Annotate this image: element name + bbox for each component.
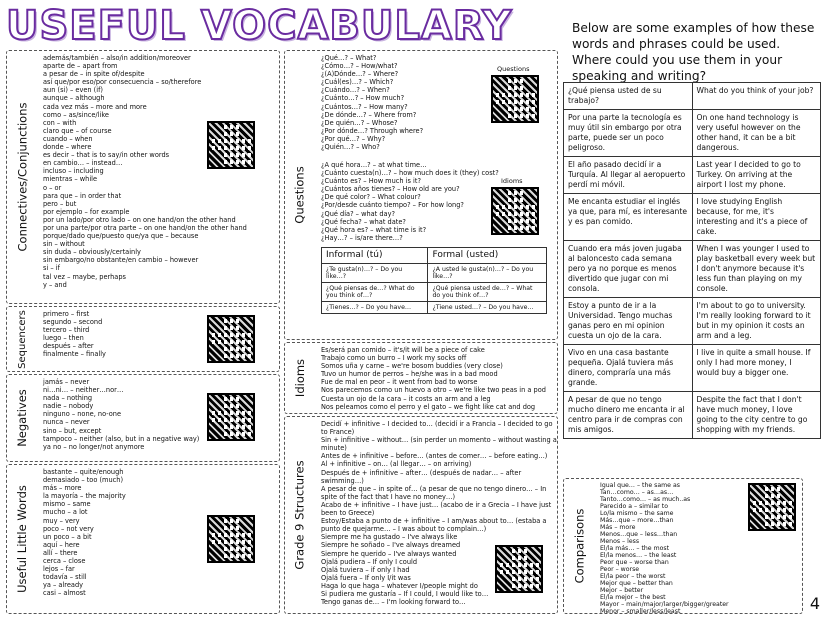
list-item: sino – but, except: [43, 426, 102, 435]
qr-code: [207, 393, 255, 441]
list-item: para que – in order that: [43, 191, 122, 200]
list-item: nada – nothing: [43, 394, 93, 403]
list-item: spite of the fact that I have no money…): [321, 492, 456, 501]
list-item: sin embargo/no obstante/en cambio – however: [43, 256, 199, 265]
qr-label-questions: Questions: [497, 65, 530, 73]
grade9-panel: [284, 416, 558, 614]
list-item: Menor – smaller/less/least: [600, 608, 681, 615]
list-item: Mejor que – better than: [600, 580, 673, 587]
list-item: ¿Hay…? – is/are there…?: [321, 233, 403, 242]
list-item: ¿Cuándo…? – When?: [321, 86, 390, 95]
list-item: El/la mejor – the best: [600, 594, 666, 601]
example-row: A pesar de que no tengo mucho dinero me encanta ir al centro para ir de compras con mis amigos. Despite the fact that I don't have much money, I love going to the city centre to go shopping with my friends.: [564, 392, 821, 439]
list-item: ¿Cómo…? – How/what?: [321, 62, 398, 71]
page-number: 4: [809, 594, 820, 613]
list-item: Lo/la mismo – the same: [600, 510, 674, 517]
list-item: allí – there: [43, 548, 78, 557]
list-item: ¿Qué fecha? – what date?: [321, 217, 406, 226]
list-item: Tengo ganas de… – I'm looking forward to…: [321, 598, 466, 607]
little-words-panel: [6, 464, 280, 614]
comparisons-label: Comparisons: [572, 508, 587, 584]
list-item: incluso – including: [43, 167, 104, 176]
list-item: con – with: [43, 118, 77, 127]
list-item: o – or: [43, 183, 62, 192]
list-item: ¿Por dónde…? Through where?: [321, 126, 424, 135]
tu-header: Informal (tú): [322, 248, 428, 264]
list-item: Es/será pan comido – it's/it will be a piece of cake: [321, 346, 485, 354]
questions-label: Questions: [293, 166, 307, 224]
list-item: ¿Qué…? – What?: [321, 54, 377, 62]
usted-header: Formal (usted): [428, 248, 547, 264]
list-item: punto de quejarme… – I was about to complain…): [321, 525, 487, 534]
list-item: lejos – far: [43, 565, 75, 574]
list-item: aparte de – apart from: [43, 62, 118, 71]
idioms-label: Idioms: [293, 358, 307, 398]
list-item: ¿(A)Dónde…? – Where?: [321, 70, 399, 79]
comparisons-panel: [563, 478, 803, 614]
list-item: finalmente – finally: [43, 350, 106, 359]
list-item: como – as/since/like: [43, 110, 109, 119]
list-item: Ojalá tuviera – if only I had: [321, 565, 410, 574]
list-item: pero – but: [43, 199, 77, 208]
list-item: bastante – quite/enough: [43, 468, 124, 476]
example-row: Me encanta estudiar el inglés ya que, para mí, es interesante y es pan comido. I love studying English because, for me, it's interesting and it's a piece of cake.: [564, 194, 821, 241]
list-item: ¿Qué hora es? – what time is it?: [321, 225, 427, 234]
list-item: Menos…que – less…than: [600, 531, 678, 538]
list-item: demasiado – too (much): [43, 476, 124, 485]
sequencers-panel: [6, 306, 280, 372]
list-item: Estoy/Estaba a punto de + infinitive – I am/was about to… (estaba a: [321, 517, 547, 526]
list-item: ni…ni… – neither…nor…: [43, 386, 124, 395]
list-item: to France): [321, 428, 355, 437]
grade9-label: Grade 9 Structures: [293, 460, 307, 570]
list-item: El/la más… – the most: [600, 545, 670, 552]
list-item: Somos uña y carne – we're bosom buddies (very close): [321, 362, 503, 371]
list-item: Tan…como… – as…as…: [600, 489, 674, 496]
list-item: sin duda – obviously/certainly: [43, 248, 141, 257]
list-item: segundo – second: [43, 318, 103, 327]
list-item: jamás – never: [43, 378, 90, 386]
list-item: ¿A qué hora…? – at what time…: [321, 161, 427, 169]
list-item: ¿De quién…? – Whose?: [321, 118, 398, 127]
list-item: Nos parecemos como un huevo a otro – we're like two peas in a pod: [321, 386, 546, 395]
little-words-label: Useful Little Words: [15, 485, 29, 593]
idioms-panel: [284, 342, 558, 414]
example-row: Estoy a punto de ir a la Universidad. Tengo muchas ganas pero en mi opinion cuesta un ojo de la cara. I'm about to go to university. I'm really looking forward to it but in my opinion it costs an arm and a leg.: [564, 298, 821, 345]
table-cell: ¿Tiene usted…? – Do you have…: [428, 302, 547, 314]
connectives-label: Connectives/Conjunctions: [15, 102, 29, 252]
list-item: por un lado/por otro lado – on one hand/on the other hand: [43, 215, 236, 224]
list-item: ¿Cuánto…? – How much?: [321, 94, 405, 103]
sequencers-label: Sequencers: [16, 309, 28, 369]
list-item: ¿Por/desde cuánto tiempo? – For how long?: [321, 201, 464, 210]
list-item: claro que – of course: [43, 126, 112, 135]
connectives-panel: [6, 50, 280, 304]
connectives-list: [43, 54, 275, 289]
list-item: Más…que – more…than: [600, 517, 674, 524]
list-item: sin – without: [43, 240, 85, 249]
list-item: ¿Por qué…? – Why?: [321, 134, 386, 143]
list-item: a pesar de – in spite of/despite: [43, 70, 145, 79]
list-item: Fue de mal en peor – it went from bad to worse: [321, 378, 478, 387]
list-item: Ojalá pudiera – If only I could: [321, 557, 418, 566]
list-item: Igual que… – the same as: [600, 482, 680, 489]
list-item: Peor – worse: [600, 566, 640, 573]
list-item: Después de + infinitive – after… (después de nadar… – after: [321, 468, 522, 477]
list-item: un poco – a bit: [43, 532, 92, 541]
list-item: Tanto…como… – as much..as: [600, 496, 691, 503]
list-item: casi – almost: [43, 589, 86, 598]
table-cell: ¿A usted le gusta(n)…? – Do you like…?: [428, 264, 547, 283]
list-item: minute): [321, 444, 347, 453]
negatives-panel: [6, 374, 280, 462]
list-item: ¿Quién…? – Who?: [321, 143, 380, 152]
list-item: más – more: [43, 484, 82, 493]
negatives-label: Negatives: [15, 389, 30, 447]
list-item: Siempre he soñado – I've always dreamed: [321, 541, 461, 550]
list-item: es decir – that is to say/in other words: [43, 151, 170, 160]
list-item: mismo – same: [43, 500, 91, 509]
list-item: mucho – a lot: [43, 508, 88, 517]
idioms-list: [321, 346, 553, 411]
list-item: ¿Cuánto cuesta(n)…? – how much does it (they) cost?: [321, 169, 499, 178]
questions-panel: [284, 50, 558, 340]
list-item: Parecido a – similar to: [600, 503, 669, 510]
list-item: aun (si) – even (if): [43, 86, 103, 95]
list-item: A pesar de que – in spite of… (a pesar de que no tengo dinero… – In: [321, 484, 547, 493]
qr-code: [207, 515, 255, 563]
list-item: El/la peor – the worst: [600, 573, 666, 580]
table-cell: ¿Tienes…? – Do you have…: [322, 302, 428, 314]
questions-list-b: [321, 161, 499, 242]
list-item: Sin + infinitive – without… (sin perder un momento – without wasting a: [321, 436, 557, 445]
qr-code: [491, 75, 539, 123]
list-item: aquí – here: [43, 540, 80, 549]
list-item: Peor que – worse than: [600, 559, 669, 566]
list-item: por una parte/por otra parte – on one hand/on the other hand: [43, 223, 247, 232]
list-item: ¿Cuántos años tienes? – How old are you?: [321, 185, 460, 194]
list-item: cerca – close: [43, 557, 86, 566]
list-item: tal vez – maybe, perhaps: [43, 272, 126, 281]
list-item: ya no – no longer/not anymore: [43, 442, 145, 451]
list-item: Cuesta un ojo de la cara – it costs an arm and a leg: [321, 394, 491, 403]
table-cell: ¿Te gusta(n)…? – Do you like…?: [322, 264, 428, 283]
list-item: cuando – when: [43, 134, 93, 143]
example-row: Cuando era más joven jugaba al baloncesto cada semana pero ya no porque es menos divertido que jugar con mi consola. When I was younger I used to play basketball every week but I don't anymore because it's less fun than playing on my console.: [564, 241, 821, 298]
list-item: Mejor – better: [600, 587, 644, 594]
list-item: donde – where: [43, 143, 92, 152]
list-item: nunca – never: [43, 418, 90, 427]
list-item: Acabo de + infinitive – I have just… (acabo de ir a Grecia – I have just: [321, 500, 552, 509]
list-item: El/la menos… – the least: [600, 552, 677, 559]
list-item: ¿Cuál(es)…? – Which?: [321, 78, 394, 87]
list-item: ¿De dónde…? – Where from?: [321, 110, 417, 119]
list-item: y – and: [43, 280, 67, 289]
list-item: Trabajo como un burro – I work my socks off: [321, 354, 467, 363]
list-item: nadie – nobody: [43, 402, 94, 411]
questions-list-a: [321, 54, 477, 151]
list-item: si – if: [43, 264, 60, 273]
list-item: Menos – less: [600, 538, 640, 545]
qr-label-idioms: Idioms: [501, 177, 523, 185]
examples-table: [563, 82, 821, 439]
list-item: en cambio… – instead…: [43, 159, 123, 168]
list-item: ¿Qué día? – what day?: [321, 209, 395, 218]
list-item: Haga lo que haga – whatever I/people might do: [321, 581, 478, 590]
list-item: mientras – while: [43, 175, 98, 184]
list-item: swimming…): [321, 476, 364, 485]
list-item: porque/dado que/puesto que/ya que – because: [43, 232, 199, 241]
list-item: ¿Cuántos…? – How many?: [321, 102, 408, 111]
list-item: Nos peleamos como el perro y el gato – we fight like cat and dog: [321, 402, 536, 411]
list-item: Ojalá fuera – If only I/it was: [321, 573, 411, 582]
list-item: Decidí + infinitive – I decided to… (decidí ir a Francia – I decided to go: [321, 420, 553, 428]
qr-code: [491, 187, 539, 235]
list-item: Al + infinitive – on… (al llegar… – on arriving): [321, 460, 472, 469]
page-title: USEFUL VOCABULARY: [6, 3, 513, 49]
list-item: Siempre me ha gustado – I've always like: [321, 533, 458, 542]
list-item: Tuvo un humor de perros – he/she was in a bad mood: [321, 370, 498, 379]
list-item: muy – very: [43, 516, 80, 525]
list-item: además/también – also/in addition/moreover: [43, 54, 191, 62]
example-row: Por una parte la tecnología es muy útil sin embargo por otra parte, puede ser un poco peligroso. On one hand technology is very useful however on the other hand, it can be a bit dangerous.: [564, 110, 821, 157]
list-item: primero – first: [43, 310, 90, 318]
example-row: ¿Qué piensa usted de su trabajo? What do you think of your job?: [564, 83, 821, 110]
list-item: después – after: [43, 342, 94, 351]
list-item: aunque – although: [43, 94, 105, 103]
list-item: tercero – third: [43, 326, 90, 335]
list-item: cada vez más – more and more: [43, 102, 147, 111]
list-item: ninguno – none, no-one: [43, 410, 122, 419]
example-row: El año pasado decidí ir a Turquía. Al llegar al aeropuerto perdí mi móvil. Last year I decided to go to Turkey. On arriving at the airport I lost my phone.: [564, 157, 821, 194]
table-cell: ¿Qué piensas de…? What do you think of…?: [322, 283, 428, 302]
list-item: Más – more: [600, 524, 636, 531]
list-item: luego – then: [43, 334, 84, 343]
tu-usted-table: [321, 247, 547, 314]
list-item: tampoco – neither (also, but in a negative way): [43, 434, 200, 443]
list-item: la mayoría – the majority: [43, 492, 126, 501]
list-item: been to Greece): [321, 509, 375, 518]
table-cell: ¿Qué piensa usted de…? – What do you think of…?: [428, 283, 547, 302]
list-item: así que/por eso/por consecuencia – so/therefore: [43, 78, 202, 87]
qr-code: [748, 483, 796, 531]
list-item: poco – not very: [43, 524, 94, 533]
example-row: Vivo en una casa bastante pequeña. Ojalá tuviera más dinero, compraría una más grande. I live in quite a small house. If only I had more money, I would buy a bigger one.: [564, 345, 821, 392]
list-item: Si pudiera me gustaría – If I could, I would like to…: [321, 589, 489, 598]
list-item: Mayor – main/major/larger/bigger/greater: [600, 601, 729, 608]
list-item: ¿Cuánto es? – How much is it?: [321, 177, 421, 186]
list-item: todavía – still: [43, 573, 87, 582]
list-item: ya – already: [43, 581, 84, 590]
qr-code: [207, 315, 255, 363]
list-item: Siempre he querido – I've always wanted: [321, 549, 457, 558]
intro-text: Below are some examples of how these words and phrases could be used. Where could you use them in your speaking and writing?: [572, 21, 815, 83]
list-item: por ejemplo – for example: [43, 207, 130, 216]
qr-code: [207, 121, 255, 169]
list-item: ¿De qué color? – What colour?: [321, 193, 421, 202]
list-item: Antes de + infinitive – before… (antes de comer… – before eating…): [321, 452, 548, 461]
qr-code: [495, 545, 543, 593]
